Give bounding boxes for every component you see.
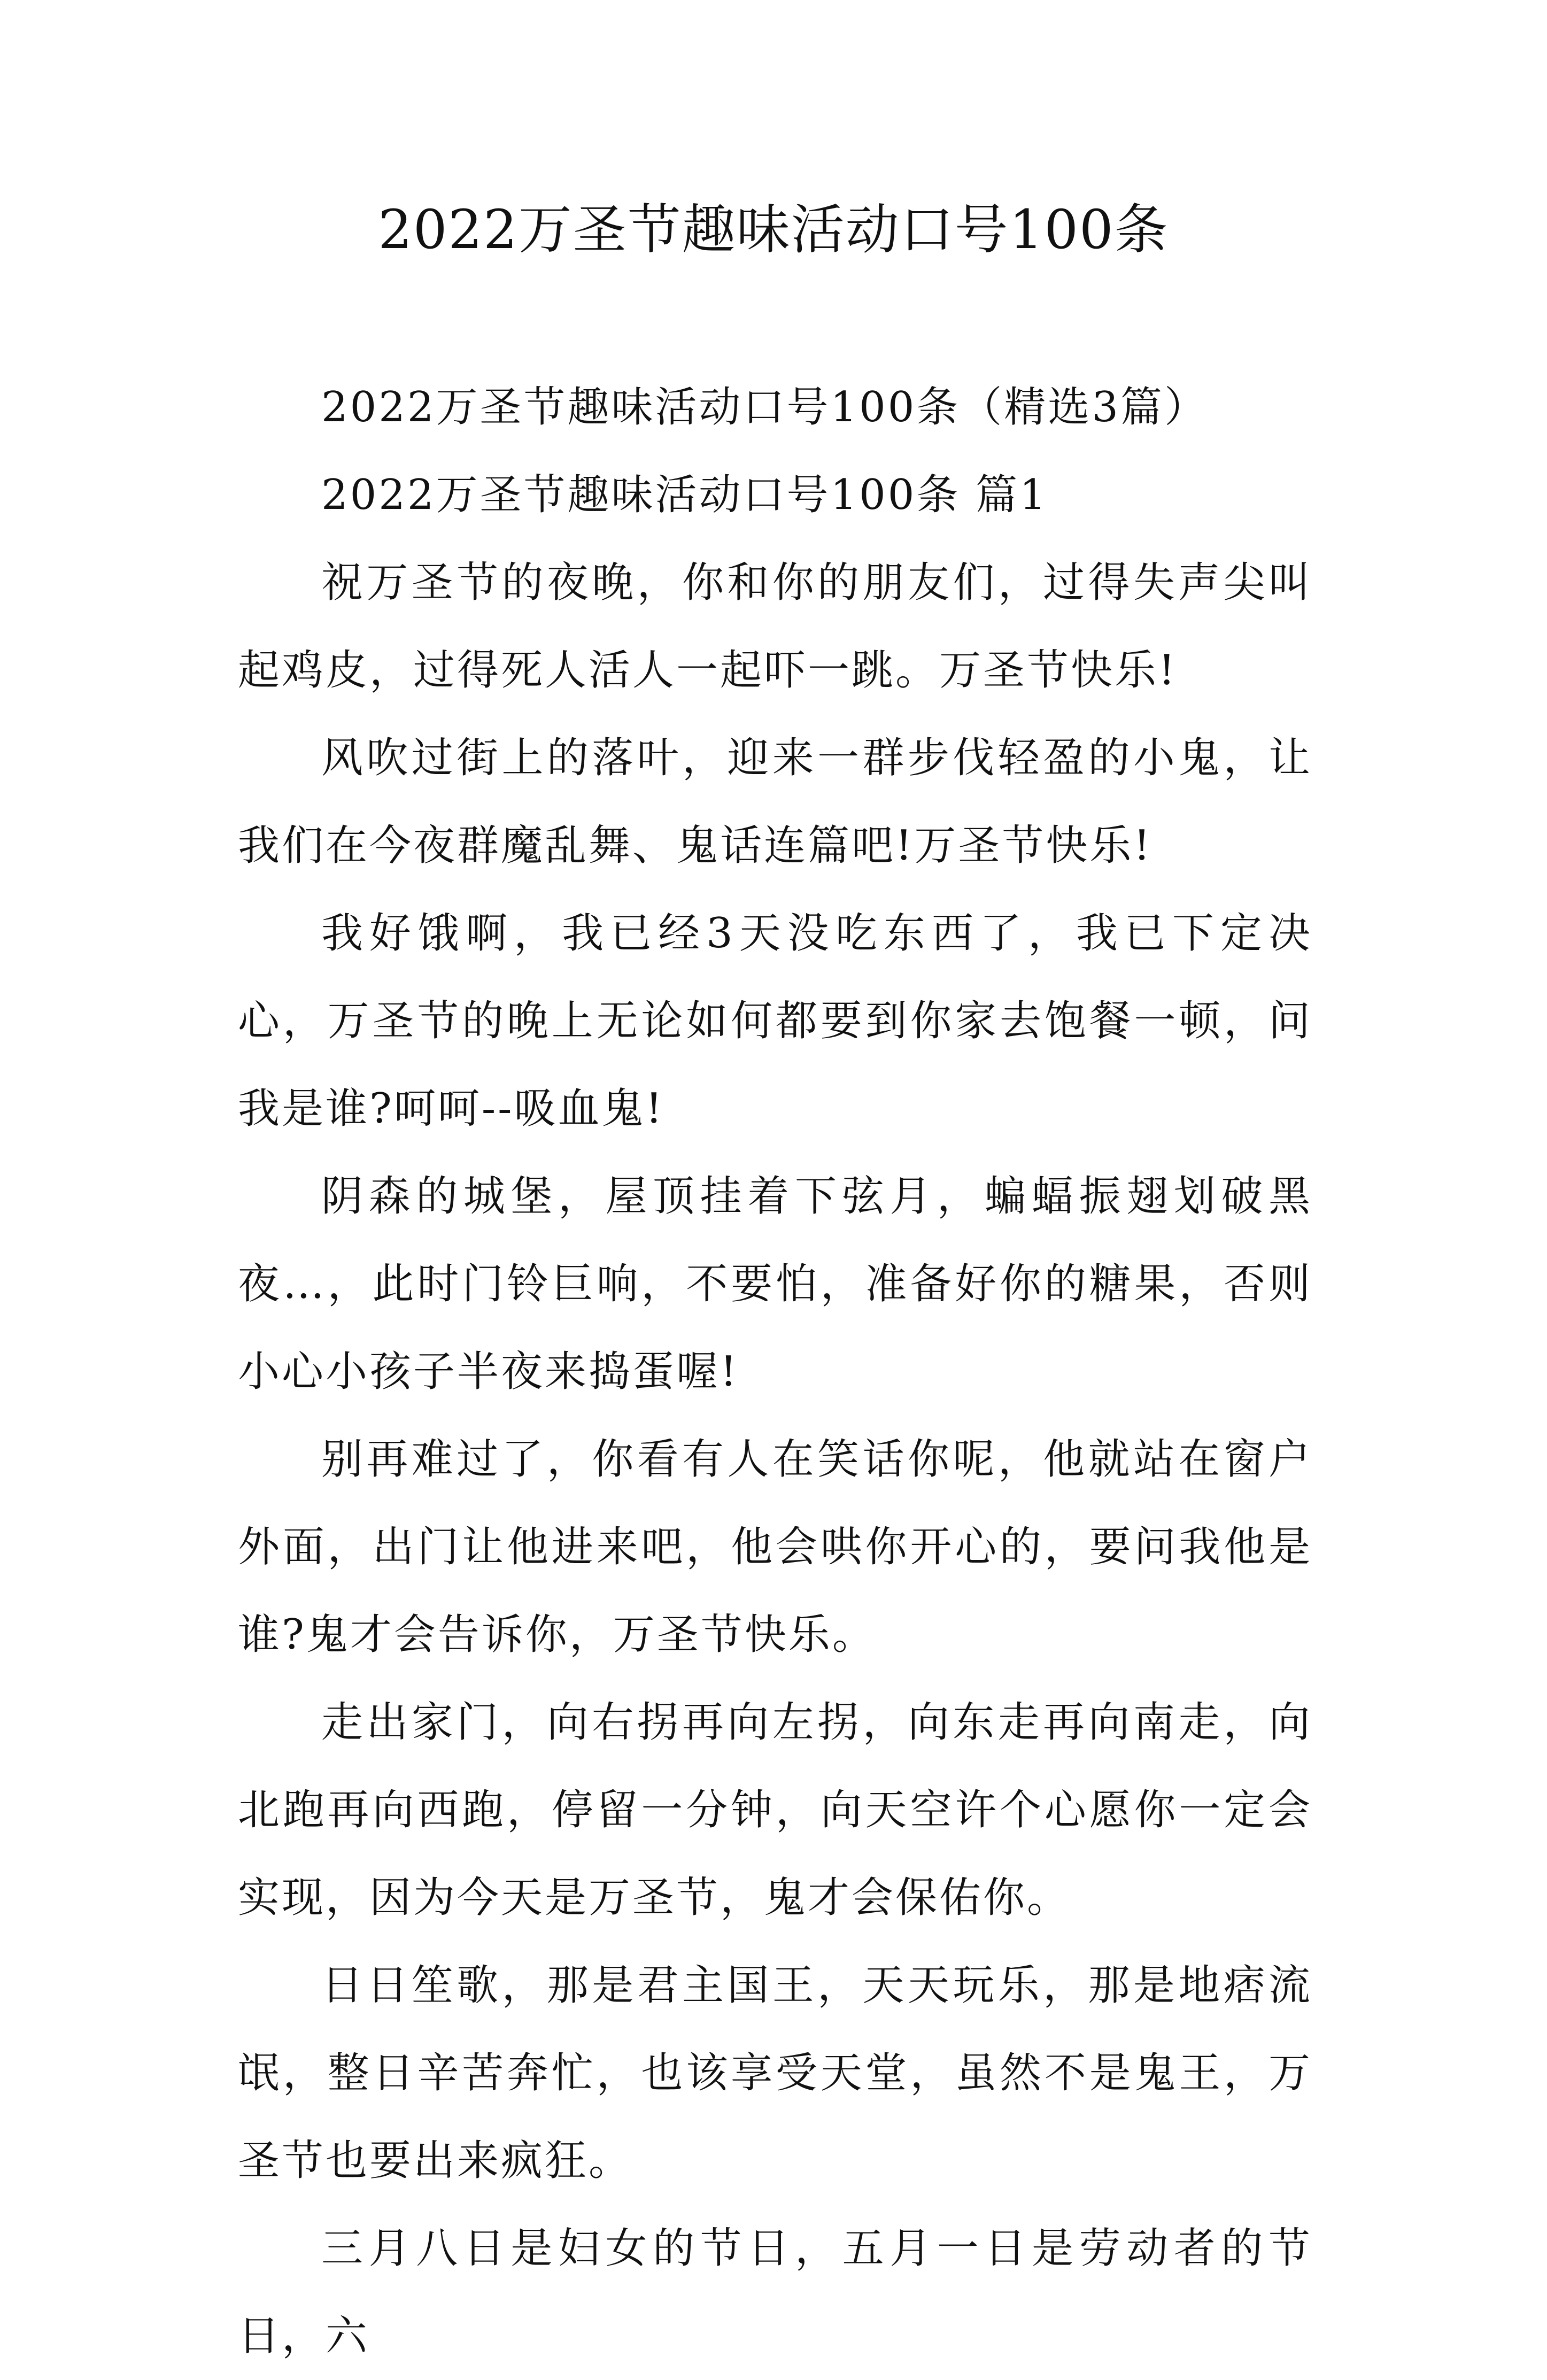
paragraph: 日日笙歌，那是君主国王，天天玩乐，那是地痞流氓，整日辛苦奔忙，也该享受天堂，虽然不是鬼王，万圣节也要出来疯狂。 bbox=[238, 1961, 1312, 2185]
document-title: 2022万圣节趣味活动口号100条 bbox=[378, 198, 1169, 261]
paragraph: 三月八日是妇女的节日，五月一日是劳动者的节日，六 bbox=[238, 2224, 1312, 2360]
paragraph: 走出家门，向右拐再向左拐，向东走再向南走，向北跑再向西跑，停留一分钟，向天空许个心愿你一定会实现，因为今天是万圣节，鬼才会保佑你。 bbox=[238, 1698, 1312, 1922]
document-body bbox=[238, 364, 1312, 2380]
paragraph: 我好饿啊，我已经3天没吃东西了，我已下定决心，万圣节的晚上无论如何都要到你家去饱餐一顿，问我是谁?呵呵--吸血鬼! bbox=[238, 909, 1312, 1133]
paragraph: 别再难过了，你看有人在笑话你呢，他就站在窗户外面，出门让他进来吧，他会哄你开心的，要问我他是谁?鬼才会告诉你，万圣节快乐。 bbox=[238, 1435, 1312, 1659]
paragraph-section-heading: 2022万圣节趣味活动口号100条 篇1 bbox=[321, 471, 1048, 519]
paragraph: 风吹过街上的落叶，迎来一群步伐轻盈的小鬼，让我们在今夜群魔乱舞、鬼话连篇吧!万圣节快乐! bbox=[238, 734, 1312, 870]
paragraph-subtitle: 2022万圣节趣味活动口号100条（精选3篇） bbox=[321, 383, 1209, 431]
paragraph: 阴森的城堡，屋顶挂着下弦月，蝙蝠振翅划破黑夜…，此时门铃巨响，不要怕，准备好你的糖果，否则小心小孩子半夜来捣蛋喔! bbox=[238, 1172, 1312, 1396]
paragraph: 祝万圣节的夜晚，你和你的朋友们，过得失声尖叫起鸡皮，过得死人活人一起吓一跳。万圣节快乐! bbox=[238, 559, 1312, 694]
